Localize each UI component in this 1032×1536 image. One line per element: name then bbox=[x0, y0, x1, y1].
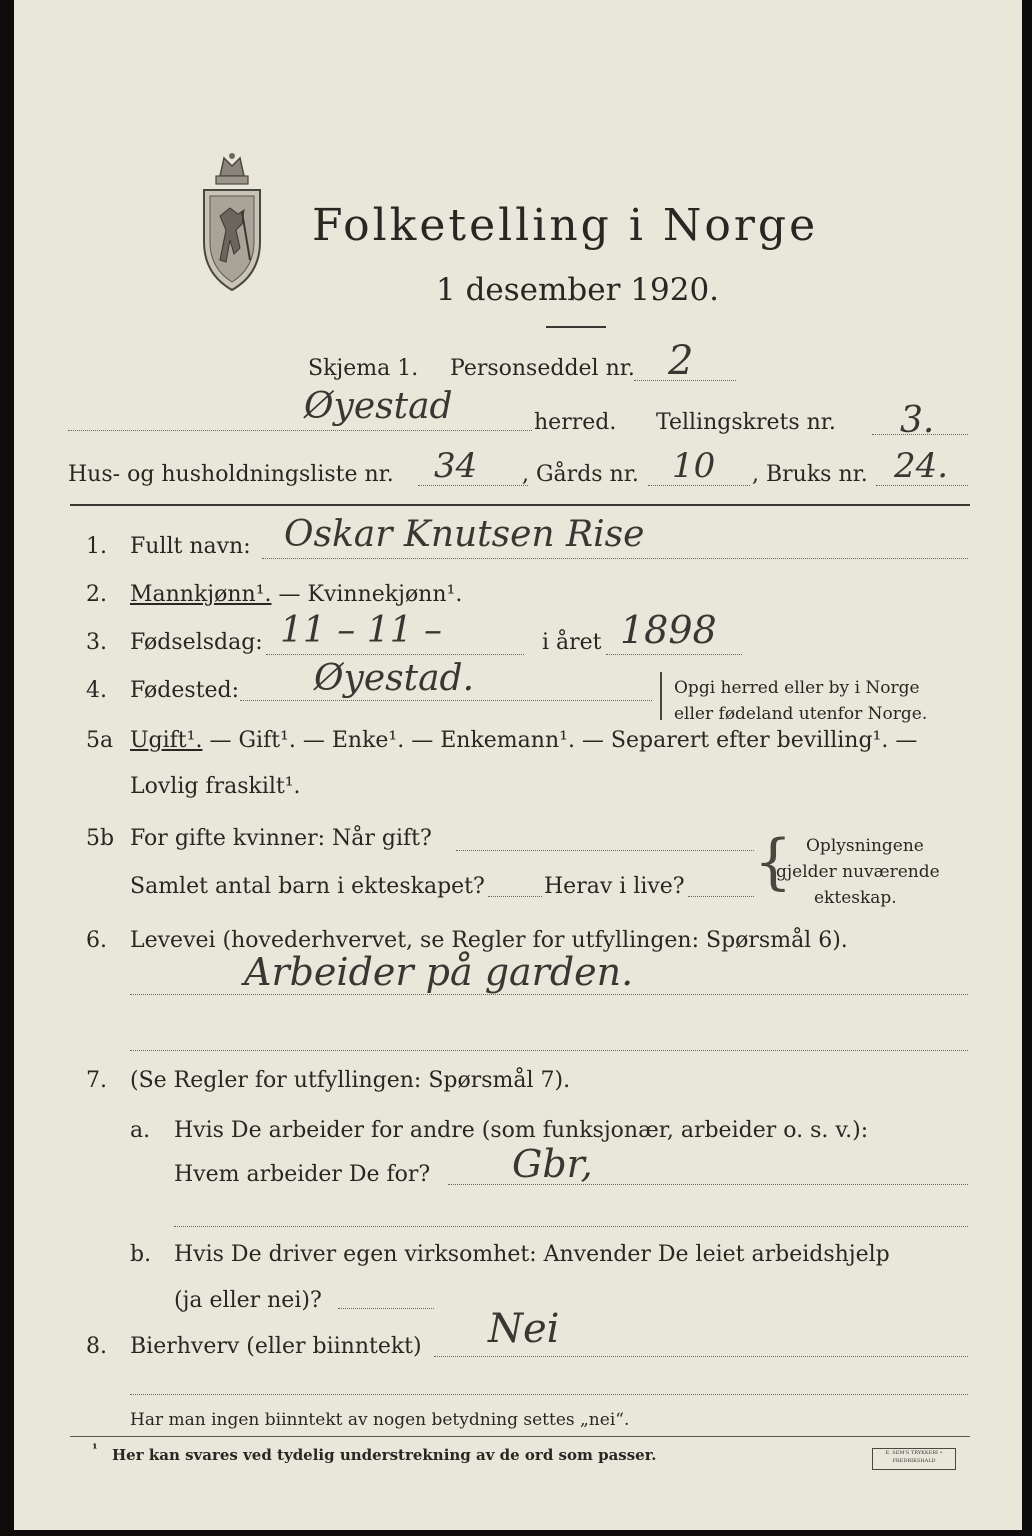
q8-line bbox=[434, 1356, 968, 1357]
herred-line bbox=[68, 430, 532, 431]
skjema-label: Skjema 1. bbox=[308, 356, 419, 381]
q5b-brace: { bbox=[754, 827, 793, 897]
q7a-letter: a. bbox=[130, 1118, 151, 1143]
q2-number: 2. bbox=[86, 582, 107, 607]
bruks-label: , Bruks nr. bbox=[752, 462, 868, 487]
q5b-married-line bbox=[456, 850, 754, 851]
q3-year-label: i året bbox=[542, 630, 602, 655]
birthday-value: 11 – 11 – bbox=[280, 610, 442, 651]
q7a-line2: Hvem arbeider De for? bbox=[174, 1162, 431, 1187]
q1-number: 1. bbox=[86, 534, 107, 559]
tellingskrets-label: Tellingskrets nr. bbox=[656, 410, 836, 435]
census-date: 1 desember 1920. bbox=[436, 272, 720, 308]
q3-line bbox=[266, 654, 524, 655]
q5b-children-label: Samlet antal barn i ekteskapet? bbox=[130, 874, 485, 899]
q4-number: 4. bbox=[86, 678, 107, 703]
q7a-line1: Hvis De arbeider for andre (som funksjonær, arbeider o. s. v.): bbox=[174, 1118, 869, 1143]
husliste-value: 34 bbox=[434, 446, 478, 486]
q5b-note-line3: ekteskap. bbox=[814, 888, 897, 908]
coat-of-arms-icon bbox=[190, 150, 274, 296]
q5a-options bbox=[130, 728, 917, 753]
q4-note-line1: Opgi herred eller by i Norge bbox=[674, 678, 920, 698]
q3-number: 3. bbox=[86, 630, 107, 655]
q5b-note-line1: Oplysningene bbox=[806, 836, 924, 856]
footnote-text: Her kan svares ved tydelig understrekning av de ord som passer. bbox=[112, 1446, 657, 1464]
q5a-other-options: — Gift¹. — Enke¹. — Enkemann¹. — Separert efter bevilling¹. — bbox=[202, 728, 918, 753]
option-mannkjonn: Mannkjønn¹. bbox=[130, 582, 272, 607]
q5b-alive-line bbox=[688, 896, 754, 897]
title-divider bbox=[546, 326, 606, 328]
q4-label: Fødested: bbox=[130, 678, 240, 703]
q7-number: 7. bbox=[86, 1068, 107, 1093]
occupation-value: Arbeider på garden. bbox=[244, 950, 634, 994]
q7b-line bbox=[338, 1308, 434, 1309]
gards-value: 10 bbox=[672, 446, 716, 486]
q8-number: 8. bbox=[86, 1334, 107, 1359]
q2-separator: — bbox=[271, 582, 308, 607]
census-form bbox=[14, 0, 1022, 1530]
q7b-letter: b. bbox=[130, 1242, 152, 1267]
q5b-number: 5b bbox=[86, 826, 115, 851]
option-ugift: Ugift¹. bbox=[130, 728, 203, 753]
option-lovlig-fraskilt: Lovlig fraskilt¹. bbox=[130, 774, 301, 799]
q4-line bbox=[240, 700, 652, 701]
q8-note: Har man ingen biinntekt av nogen betydning settes „nei“. bbox=[130, 1410, 630, 1430]
husliste-label: Hus- og husholdningsliste nr. bbox=[68, 462, 394, 487]
option-kvinnekjonn: Kvinnekjønn¹. bbox=[307, 582, 463, 607]
header-divider bbox=[70, 504, 970, 506]
q7a-extra-line bbox=[174, 1226, 968, 1227]
q6-label: Levevei (hovederhvervet, se Regler for utfyllingen: Spørsmål 6). bbox=[130, 928, 848, 953]
birth-year-value: 1898 bbox=[620, 608, 717, 652]
birthplace-value: Øyestad. bbox=[314, 658, 475, 699]
q7b-line1: Hvis De driver egen virksomhet: Anvender De leiet arbeidshjelp bbox=[174, 1242, 890, 1267]
side-income-value: Nei bbox=[488, 1306, 560, 1352]
q7b-line2: (ja eller nei)? bbox=[174, 1288, 322, 1313]
q8-extra-line bbox=[130, 1394, 968, 1395]
q5a-number: 5a bbox=[86, 728, 114, 753]
q1-label: Fullt navn: bbox=[130, 534, 251, 559]
q5b-alive-label: Herav i live? bbox=[544, 874, 685, 899]
employer-value: Gbr, bbox=[512, 1142, 593, 1186]
q8-label: Bierhverv (eller biinntekt) bbox=[130, 1334, 422, 1359]
personseddel-value: 2 bbox=[668, 338, 694, 384]
tellingskrets-value: 3. bbox=[900, 400, 935, 441]
q5b-note-line2: gjelder nuværende bbox=[776, 862, 940, 882]
q4-bracket bbox=[660, 672, 664, 720]
herred-label: herred. bbox=[534, 410, 617, 435]
footnote-mark: ¹ bbox=[92, 1442, 98, 1457]
q4-note-line2: eller fødeland utenfor Norge. bbox=[674, 704, 928, 724]
q5b-children-line bbox=[488, 896, 542, 897]
q6-line1 bbox=[130, 994, 968, 995]
q5b-line1: For gifte kvinner: Når gift? bbox=[130, 826, 432, 851]
q3-label: Fødselsdag: bbox=[130, 630, 263, 655]
bruks-value: 24. bbox=[894, 446, 949, 486]
q2-options bbox=[130, 582, 462, 607]
q3-year-line bbox=[606, 654, 742, 655]
printer-stamp: E. SEM'S TRYKKERI • FREDRIKSHALD bbox=[872, 1448, 956, 1470]
form-title: Folketelling i Norge bbox=[312, 200, 819, 251]
q6-line2 bbox=[130, 1050, 968, 1051]
herred-value: Øyestad bbox=[304, 386, 453, 427]
personseddel-label: Personseddel nr. bbox=[450, 356, 635, 381]
q6-number: 6. bbox=[86, 928, 107, 953]
gards-label: , Gårds nr. bbox=[522, 462, 639, 487]
full-name-value: Oskar Knutsen Rise bbox=[284, 514, 645, 555]
q1-line bbox=[262, 558, 968, 559]
q7-label: (Se Regler for utfyllingen: Spørsmål 7). bbox=[130, 1068, 571, 1093]
footnote-divider bbox=[70, 1436, 970, 1437]
